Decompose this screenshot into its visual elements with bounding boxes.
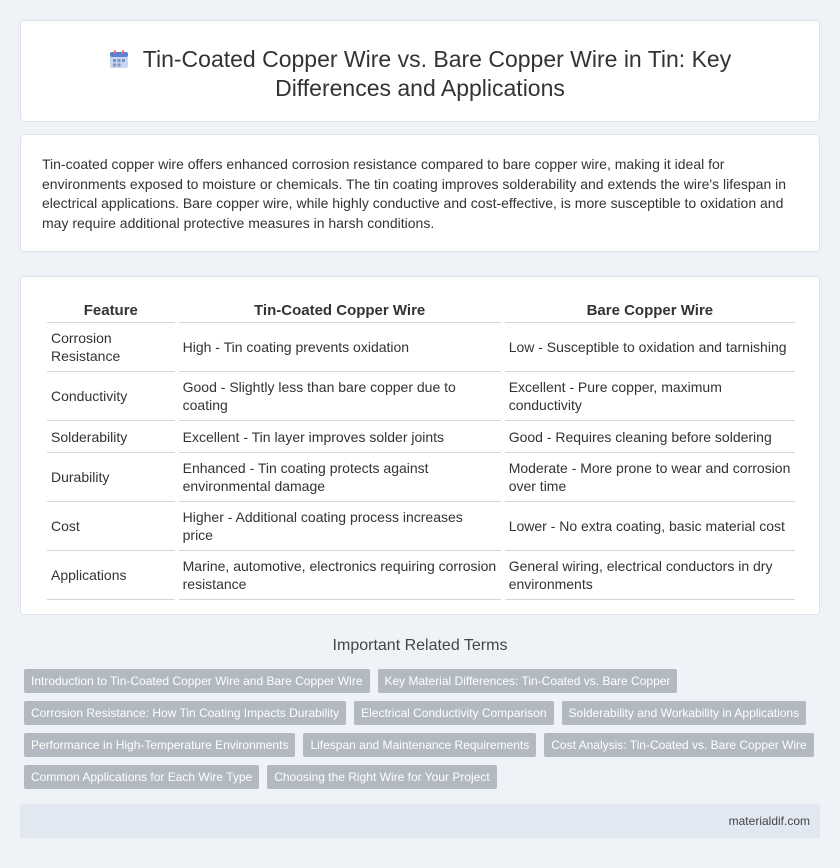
table-cell: Good - Slightly less than bare copper due to coating [179, 372, 501, 421]
tag-row [24, 701, 824, 725]
column-header: Tin-Coated Copper Wire [179, 297, 501, 323]
table-cell: Enhanced - Tin coating protects against environmental damage [179, 453, 501, 502]
comparison-table [43, 297, 799, 600]
summary-card [20, 134, 820, 252]
related-term-tag[interactable]: Introduction to Tin-Coated Copper Wire and Bare Copper Wire [24, 669, 370, 693]
table-cell: Excellent - Pure copper, maximum conductivity [505, 372, 795, 421]
comparison-table-card [20, 276, 820, 615]
table-cell: Solderability [47, 421, 175, 453]
related-term-tag[interactable]: Key Material Differences: Tin-Coated vs. Bare Copper [378, 669, 678, 693]
related-term-tag[interactable]: Cost Analysis: Tin-Coated vs. Bare Copper Wire [544, 733, 813, 757]
table-cell: Durability [47, 453, 175, 502]
tag-row [24, 733, 824, 757]
table-cell: Excellent - Tin layer improves solder joints [179, 421, 501, 453]
table-cell: Higher - Additional coating process increases price [179, 502, 501, 551]
footer [20, 804, 820, 838]
related-terms-heading: Important Related Terms [332, 637, 508, 654]
table-cell: Good - Requires cleaning before soldering [505, 421, 795, 453]
table-row [47, 551, 795, 600]
table-row [47, 502, 795, 551]
related-term-tag[interactable]: Performance in High-Temperature Environments [24, 733, 295, 757]
page-title [81, 45, 759, 103]
footer-site-link[interactable]: materialdif.com [728, 814, 810, 828]
calendar-icon [109, 49, 129, 69]
table-cell: Low - Susceptible to oxidation and tarnishing [505, 323, 795, 372]
table-row [47, 453, 795, 502]
tag-row [24, 765, 824, 789]
related-term-tag[interactable]: Common Applications for Each Wire Type [24, 765, 259, 789]
table-cell: High - Tin coating prevents oxidation [179, 323, 501, 372]
table-cell: Corrosion Resistance [47, 323, 175, 372]
table-cell: General wiring, electrical conductors in dry environments [505, 551, 795, 600]
table-cell: Moderate - More prone to wear and corrosion over time [505, 453, 795, 502]
column-header: Feature [47, 297, 175, 323]
column-header: Bare Copper Wire [505, 297, 795, 323]
table-cell: Cost [47, 502, 175, 551]
table-cell: Conductivity [47, 372, 175, 421]
table-row [47, 372, 795, 421]
related-terms-list [24, 669, 824, 797]
summary-text: Tin-coated copper wire offers enhanced corrosion resistance compared to bare copper wire, making it ideal for environments exposed to moisture or chemicals. The tin coating improves solderability and extends the wire's lifespan in electrical applications. Bare copper wire, while highly conductive and cost-effective, is more susceptible to oxidation and may require additional protective measures in harsh conditions. [42, 156, 787, 231]
related-term-tag[interactable]: Lifespan and Maintenance Requirements [303, 733, 536, 757]
tag-row [24, 669, 824, 693]
page-title-text: Tin-Coated Copper Wire vs. Bare Copper Wire in Tin: Key Differences and Applications [142, 46, 732, 101]
table-cell: Marine, automotive, electronics requiring corrosion resistance [179, 551, 501, 600]
related-term-tag[interactable]: Corrosion Resistance: How Tin Coating Impacts Durability [24, 701, 346, 725]
related-term-tag[interactable]: Choosing the Right Wire for Your Project [267, 765, 496, 789]
related-term-tag[interactable]: Solderability and Workability in Applications [562, 701, 807, 725]
table-header-row [47, 297, 795, 323]
table-cell: Applications [47, 551, 175, 600]
table-cell: Lower - No extra coating, basic material cost [505, 502, 795, 551]
table-row [47, 421, 795, 453]
table-row [47, 323, 795, 372]
related-term-tag[interactable]: Electrical Conductivity Comparison [354, 701, 553, 725]
title-card [20, 20, 820, 122]
